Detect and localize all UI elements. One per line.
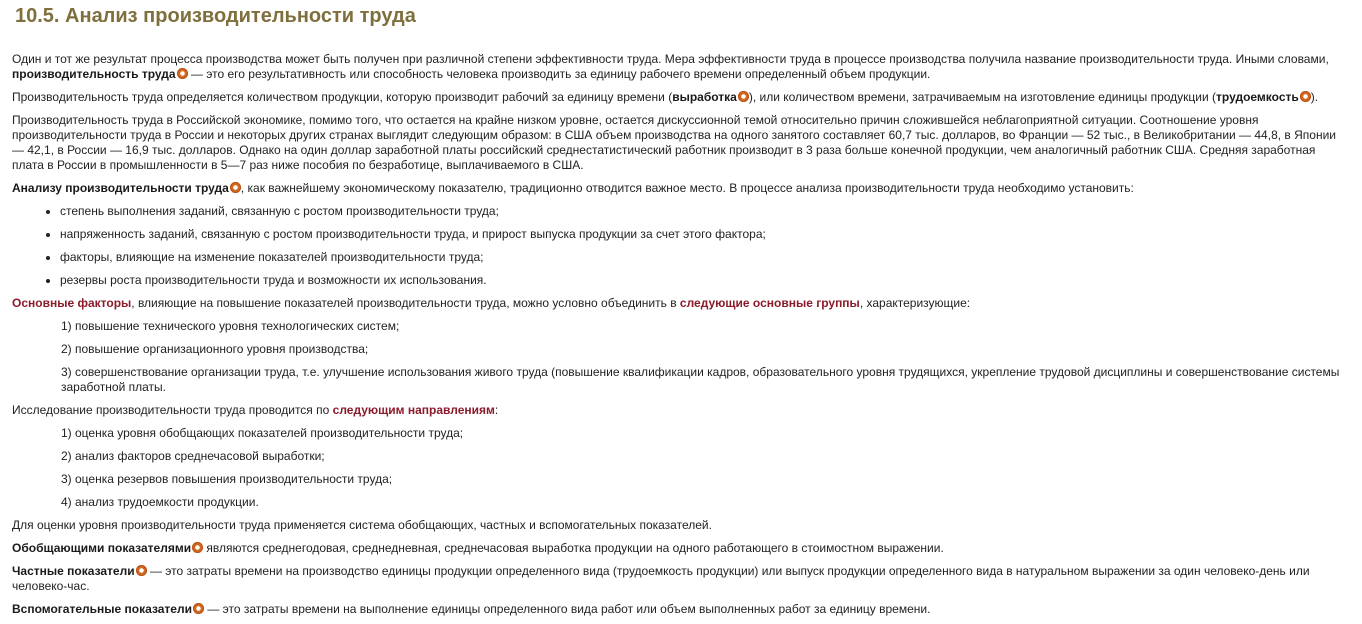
- glossary-icon[interactable]: [230, 182, 241, 193]
- list-item: • степень выполнения заданий, связанную с ростом производительности труда;: [60, 204, 1350, 219]
- paragraph-general-indicators: Обобщающими показателями являются среднегодовая, среднедневная, среднечасовая выработка продукции на одного работающего в стоимостном выражении.: [12, 541, 944, 555]
- list-item: • факторы, влияющие на изменение показателей производительности труда;: [60, 250, 1350, 265]
- paragraph-partial-indicators: Частные показатели — это затраты времени на производство единицы продукции определенного вида (трудоемкость продукции) или выпуск продукции определенного вида в натуральном выражении за один человеко-день или человеко-час.: [12, 564, 1310, 593]
- link-main-factors[interactable]: Основные факторы: [12, 296, 132, 310]
- list-item: • резервы роста производительности труда и возможности их использования.: [60, 273, 1350, 288]
- list-item: 3) совершенствование организации труда, т.е. улучшение использования живого труда (повышение квалификации кадров, образовательного уровня трудящихся, укрепление трудовой дисциплины и совершенствование системы заработной платы.: [61, 365, 1340, 394]
- analysis-list: [12, 204, 1350, 288]
- list-item: 3) оценка резервов повышения производительности труда;: [61, 472, 393, 486]
- link-main-groups[interactable]: следующие основные группы: [679, 296, 860, 310]
- paragraph-analysis: Анализу производительности труда , как важнейшему экономическому показателю, традиционно отводится важное место. В процессе анализа производительности труда необходимо установить:: [12, 181, 1134, 195]
- paragraph-measures: Производительность труда определяется количеством продукции, которую производит рабочий за единицу времени (выработка ), или количеством времени, затрачиваемым на изготовление единицы продукции (трудоемкость ).: [12, 90, 1319, 104]
- glossary-icon[interactable]: [177, 68, 188, 79]
- glossary-icon[interactable]: [192, 542, 203, 553]
- term-labor-productivity: производительность труда: [12, 67, 176, 81]
- glossary-icon[interactable]: [193, 603, 204, 614]
- link-directions[interactable]: следующим направлениям: [332, 403, 495, 417]
- list-item: 2) анализ факторов среднечасовой выработки;: [61, 449, 325, 463]
- paragraph-directions: Исследование производительности труда проводится по следующим направлениям:: [12, 403, 499, 417]
- list-item: • напряженность заданий, связанную с ростом производительности труда, и прирост выпуска продукции за счет этого фактора;: [60, 227, 1350, 242]
- glossary-icon[interactable]: [738, 91, 749, 102]
- paragraph-comparison: Производительность труда в Российской экономике, помимо того, что остается на крайне низком уровне, остается дискуссионной темой относительно причин сложившейся неблагоприятной ситуации. Соотношение уровня производительности труда в России и некоторых других странах выглядит следующим образом: в США объем производства на одного занятого составляет 60,7 тыс. долларов, во Франции — 52 тыс., в Великобритании — 44,8, в Японии — 42,1, в России — 16,9 тыс. долларов. Однако на один доллар заработной платы российский среднестатистический работник производит в 3 раза больше конечной продукции, чем аналогичный работник США. Средняя заработная плата в России в промышленности в 5—7 раз ниже пособия по безработице, выплачиваемого в США.: [12, 113, 1336, 172]
- glossary-icon[interactable]: [136, 565, 147, 576]
- term-labor-intensity: трудоемкость: [1216, 90, 1299, 104]
- paragraph-definition: Один и тот же результат процесса производства может быть получен при различной степени эффективности труда. Мера эффективности труда в процессе производства получила название производительности труда. Иными словами, производительность труда — это его результативность или способность человека производить за единицу рабочего времени определенный объем продукции.: [12, 52, 1329, 81]
- list-item: 2) повышение организационного уровня производства;: [61, 342, 369, 356]
- paragraph-factors: Основные факторы, влияющие на повышение показателей производительности труда, можно условно объединить в следующие основные группы, характеризующие:: [12, 296, 971, 310]
- paragraph-indicators: Для оценки уровня производительности труда применяется система обобщающих, частных и вспомогательных показателей.: [12, 518, 712, 532]
- term-partial-indicators: Частные показатели: [12, 564, 135, 578]
- glossary-icon[interactable]: [1300, 91, 1311, 102]
- term-productivity-analysis: Анализу производительности труда: [12, 181, 229, 195]
- term-auxiliary-indicators: Вспомогательные показатели: [12, 602, 192, 616]
- term-general-indicators: Обобщающими показателями: [12, 541, 192, 555]
- list-item: 1) повышение технического уровня технологических систем;: [61, 319, 400, 333]
- list-item: 1) оценка уровня обобщающих показателей производительности труда;: [61, 426, 464, 440]
- term-output: выработка: [672, 90, 737, 104]
- paragraph-auxiliary-indicators: Вспомогательные показатели — это затраты времени на выполнение единицы определенного вида работ или объем выполненных работ за единицу времени.: [12, 602, 931, 616]
- list-item: 4) анализ трудоемкости продукции.: [61, 495, 259, 509]
- page-title: 10.5. Анализ производительности труда: [15, 5, 416, 27]
